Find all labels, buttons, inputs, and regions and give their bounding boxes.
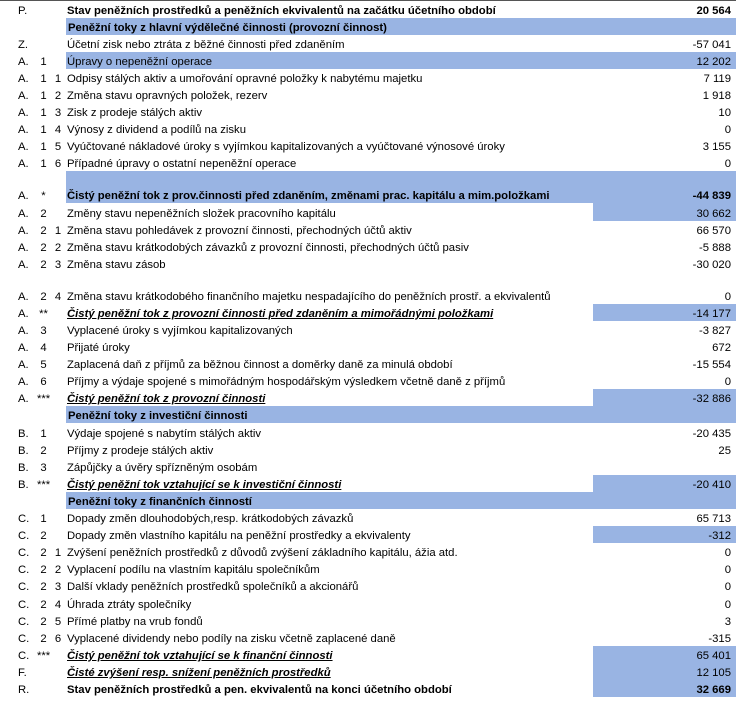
row-code-cell: B. (18, 461, 29, 474)
row-code-cell: B. (18, 478, 29, 491)
row-value-cell: -20 435 (692, 427, 731, 440)
row-value-cell: 20 564 (593, 1, 736, 18)
row-item-cell: 2 (54, 564, 62, 577)
row-item-cell: 4 (54, 290, 62, 303)
row-code-cell: A. (18, 393, 29, 406)
table-row (0, 389, 736, 406)
row-value-cell: -44 839 (593, 171, 736, 203)
row-description-cell: Čistý peněžní tok z provozní činnosti (67, 393, 266, 406)
table-row (0, 238, 736, 255)
row-description-cell: Peněžní toky z investiční činnosti (66, 406, 593, 423)
row-description-cell: Zápůjčky a úvěry spřízněným osobám (67, 461, 258, 474)
row-item-cell (50, 458, 66, 475)
row-value-cell: 1 918 (702, 90, 731, 103)
row-value-cell: 0 (724, 564, 731, 577)
row-description-cell: Změny stavu nepeněžních složek pracovního kapitálu (67, 207, 336, 220)
row-value-cell: 0 (724, 290, 731, 303)
row-value-cell: 66 570 (696, 224, 731, 237)
row-description-cell: Účetní zisk nebo ztráta z běžné činnosti před zdaněním (67, 38, 345, 51)
row-description-cell: Změna stavu krátkodobých závazků z provozní činnosti, přechodných účtů pasiv (67, 241, 469, 254)
row-description-cell: Zvýšení peněžních prostředků z důvodů zvýšení základního kapitálu, ážia atd. (67, 547, 458, 560)
row-code-cell: C. (18, 513, 30, 526)
row-code-cell (0, 406, 37, 423)
row-subcode-cell: 2 (40, 290, 47, 303)
row-item-cell (50, 304, 66, 321)
table-row (0, 441, 736, 458)
row-subcode-cell: 2 (40, 632, 47, 645)
row-value-cell: 0 (724, 376, 731, 389)
row-item-cell: 4 (54, 124, 62, 137)
row-value-cell: 3 155 (702, 141, 731, 154)
table-row (0, 475, 736, 492)
table-row (0, 272, 736, 304)
row-code-cell: R. (18, 683, 30, 696)
table-row (0, 612, 736, 629)
row-item-cell (50, 18, 66, 35)
table-row (0, 338, 736, 355)
row-subcode-cell (37, 492, 50, 509)
row-item-cell (50, 441, 66, 458)
row-description-cell: Vyúčtované nákladové úroky s vyjímkou kapitalizovaných a vyúčtované výnosové úroky (67, 141, 505, 154)
row-description-cell: Vyplacené úroky s vyjímkou kapitalizovaných (67, 325, 293, 337)
table-row (0, 629, 736, 646)
row-item-cell: 2 (54, 90, 62, 103)
row-code-cell: C. (18, 649, 30, 662)
row-value-cell: -3 827 (698, 325, 731, 337)
row-code-cell: Z. (18, 38, 29, 51)
row-code-cell: A. (18, 141, 29, 154)
table-row (0, 69, 736, 86)
row-description-cell: Vyplacené dividendy nebo podíly na zisku včetně zaplacené daně (67, 632, 396, 645)
table-row (0, 52, 736, 69)
row-code-cell: A. (18, 307, 29, 320)
row-item-cell: 3 (54, 258, 62, 271)
row-description-cell: Změna stavu krátkodobého finančního majetku nespadajícího do peněžních prostř. a ekvivalentů (67, 290, 551, 303)
table-row (0, 423, 736, 440)
row-value-cell (593, 18, 736, 35)
row-description-cell: Stav peněžních prostředků a peněžních ekvivalentů na začátku účetního období (66, 1, 593, 18)
row-code-cell: A. (18, 90, 29, 103)
row-code-cell: A. (18, 190, 29, 203)
row-code-cell: A. (18, 224, 29, 237)
row-value-cell: 10 (718, 107, 731, 120)
row-description-cell: Úhrada ztráty společníky (67, 598, 192, 611)
row-subcode-cell: 1 (40, 107, 47, 120)
row-value-cell: -20 410 (593, 475, 736, 492)
table-row (0, 372, 736, 389)
row-value-cell: 3 (724, 615, 731, 628)
table-row (0, 577, 736, 594)
row-subcode-cell: 3 (40, 325, 47, 337)
row-code-cell (0, 492, 37, 509)
row-code-cell: C. (18, 615, 30, 628)
row-code-cell: C. (18, 564, 30, 577)
row-subcode-cell: 2 (40, 258, 47, 271)
row-item-cell: 1 (54, 547, 62, 560)
row-value-cell: 672 (712, 342, 731, 355)
row-item-cell: 2 (54, 241, 62, 254)
table-row (0, 594, 736, 611)
row-code-cell: C. (18, 530, 30, 543)
row-code-cell: A. (18, 207, 29, 220)
table-row (0, 321, 736, 338)
row-item-cell: 3 (54, 107, 62, 120)
table-row (0, 154, 736, 171)
row-subcode-cell: 4 (40, 342, 47, 355)
row-subcode-cell (37, 406, 50, 423)
row-value-cell: -32 886 (593, 389, 736, 406)
row-subcode-cell: 2 (40, 444, 47, 457)
row-subcode-cell: * (41, 190, 46, 203)
row-value-cell: 25 (718, 444, 731, 457)
row-value-cell: 0 (724, 598, 731, 611)
row-subcode-cell: 2 (40, 241, 47, 254)
row-description-cell: Čisté zvýšení resp. snížení peněžních prostředků (67, 666, 331, 679)
row-subcode-cell: 5 (40, 359, 47, 372)
row-code-cell: B. (18, 427, 29, 440)
row-code-cell: A. (18, 359, 29, 372)
row-subcode-cell: 2 (40, 598, 47, 611)
row-description-cell: Výdaje spojené s nabytím stálých aktiv (67, 427, 262, 440)
row-code-cell: F. (18, 666, 27, 679)
row-description-cell: Peněžní toky z finančních činností (66, 492, 593, 509)
row-subcode-cell: 1 (40, 158, 47, 171)
table-row (0, 203, 736, 220)
row-subcode-cell (37, 680, 50, 697)
table-row (0, 543, 736, 560)
row-item-cell (50, 663, 66, 680)
row-value-cell: 65 401 (593, 646, 736, 663)
row-code-cell: A. (18, 55, 29, 68)
row-description-cell: Změna stavu pohledávek z provozní činnosti, přechodných účtů aktiv (67, 224, 412, 237)
row-description-cell: Dopady změn vlastního kapitálu na peněžní prostředky a ekvivalenty (67, 530, 411, 543)
row-item-cell (50, 406, 66, 423)
row-subcode-cell: 2 (40, 207, 47, 220)
row-value-cell (593, 458, 736, 475)
row-item-cell (50, 646, 66, 663)
row-value-cell: -315 (708, 632, 731, 645)
row-subcode-cell: 3 (40, 461, 47, 474)
table-row (0, 458, 736, 475)
section-header-row (0, 18, 736, 35)
table-row (0, 120, 736, 137)
table-row (0, 355, 736, 372)
row-item-cell (50, 203, 66, 220)
row-code-cell: A. (18, 258, 29, 271)
row-item-cell (50, 35, 66, 52)
row-value-cell: 0 (724, 158, 731, 171)
row-description-cell: Stav peněžních prostředků a pen. ekvivalentů na konci účetního období (67, 683, 452, 696)
row-subcode-cell (37, 35, 50, 52)
row-item-cell: 5 (54, 615, 62, 628)
row-value-cell: 12 202 (593, 52, 736, 69)
row-item-cell (50, 338, 66, 355)
row-description-cell: Výnosy z dividend a podílů na zisku (67, 124, 246, 137)
table-row (0, 509, 736, 526)
row-item-cell (50, 509, 66, 526)
row-item-cell: 5 (54, 141, 62, 154)
row-code-cell: P. (0, 1, 37, 18)
row-description-cell: Další vklady peněžních prostředků společníků a akcionářů (67, 581, 359, 594)
row-description-cell: Případné úpravy o ostatní nepeněžní operace (67, 158, 297, 171)
row-description-cell: Příjmy a výdaje spojené s mimořádným hospodářským výsledkem včetně daně z příjmů (67, 376, 506, 389)
row-item-cell (50, 52, 66, 69)
table-row (0, 1, 736, 18)
row-subcode-cell: 1 (40, 72, 47, 85)
row-value-cell: 7 119 (703, 72, 731, 85)
row-subcode-cell: *** (37, 393, 50, 406)
row-code-cell: C. (18, 598, 30, 611)
row-subcode-cell: 1 (40, 513, 47, 526)
row-value-cell: 0 (724, 124, 731, 137)
table-row (0, 171, 736, 203)
row-code-cell (0, 18, 37, 35)
row-item-cell (50, 355, 66, 372)
row-value-cell: -57 041 (692, 38, 731, 51)
table-row (0, 86, 736, 103)
row-subcode-cell (37, 663, 50, 680)
table-row (0, 103, 736, 120)
row-item-cell (50, 321, 66, 338)
table-row (0, 137, 736, 154)
table-row (0, 35, 736, 52)
row-value-cell (593, 406, 736, 423)
row-item-cell: 1 (54, 224, 62, 237)
row-code-cell: A. (18, 290, 29, 303)
row-description-cell: Čistý peněžní tok vztahující se k finanční činnosti (67, 649, 333, 662)
row-item-cell: 3 (54, 581, 62, 594)
row-description-cell: Vyplacení podílu na vlastním kapitálu společníkům (67, 564, 320, 577)
row-subcode-cell: *** (37, 478, 50, 491)
row-value-cell: -5 888 (698, 241, 731, 254)
row-item-cell: 4 (54, 598, 62, 611)
row-value-cell: 65 713 (696, 513, 731, 526)
row-subcode-cell (37, 1, 50, 18)
table-row (0, 680, 736, 697)
row-item-cell (50, 423, 66, 440)
row-description-cell: Úpravy o nepeněžní operace (66, 52, 593, 69)
row-item-cell (50, 492, 66, 509)
table-row (0, 646, 736, 663)
row-subcode-cell: 1 (40, 55, 47, 68)
row-value-cell: -15 554 (692, 359, 731, 372)
table-row (0, 221, 736, 238)
row-value-cell (593, 492, 736, 509)
row-subcode-cell: 2 (40, 581, 47, 594)
table-row (0, 526, 736, 543)
table-row (0, 663, 736, 680)
row-subcode-cell: *** (37, 649, 50, 662)
table-row (0, 560, 736, 577)
row-subcode-cell: 1 (40, 90, 47, 103)
row-description-cell: Příjmy z prodeje stálých aktiv (67, 444, 214, 457)
row-code-cell: A. (18, 124, 29, 137)
row-description-cell: Přijaté úroky (67, 342, 130, 355)
row-item-cell (50, 526, 66, 543)
row-subcode-cell: 2 (40, 224, 47, 237)
row-code-cell: A. (18, 107, 29, 120)
row-item-cell: 1 (54, 72, 62, 85)
row-value-cell: 12 105 (593, 663, 736, 680)
row-subcode-cell: 2 (40, 547, 47, 560)
table-row (0, 255, 736, 272)
row-item-cell (50, 475, 66, 492)
row-description-cell: Změna stavu zásob (67, 258, 166, 271)
row-code-cell: B. (18, 444, 29, 457)
row-code-cell: A. (18, 376, 29, 389)
row-value-cell: -312 (593, 526, 736, 543)
row-item-cell (50, 1, 66, 18)
row-subcode-cell: ** (39, 307, 48, 320)
row-code-cell: A. (18, 342, 29, 355)
section-header-row (0, 406, 736, 423)
row-item-cell: 6 (54, 632, 62, 645)
row-subcode-cell: 2 (40, 615, 47, 628)
row-value-cell: 32 669 (593, 680, 736, 697)
row-description-cell: Čistý peněžní tok z provozní činnosti před zdaněním a mimořádnými položkami (67, 307, 494, 320)
row-subcode-cell: 1 (40, 141, 47, 154)
row-code-cell: A. (18, 158, 29, 171)
row-code-cell: A. (18, 325, 29, 337)
row-subcode-cell: 1 (40, 427, 47, 440)
row-value-cell: -14 177 (593, 304, 736, 321)
row-item-cell (50, 680, 66, 697)
row-item-cell (50, 171, 66, 203)
row-description-cell: Čistý peněžní tok vztahující se k investiční činnosti (67, 478, 342, 491)
row-code-cell: C. (18, 547, 30, 560)
row-description-cell: Odpisy stálých aktiv a umořování opravné položky k nabytému majetku (67, 72, 423, 85)
row-subcode-cell (37, 18, 50, 35)
row-description-cell: Přímé platby na vrub fondů (67, 615, 203, 628)
row-subcode-cell: 2 (40, 530, 47, 543)
row-code-cell: A. (18, 72, 29, 85)
row-code-cell: A. (18, 241, 29, 254)
row-description-cell: Zisk z prodeje stálých aktiv (67, 107, 202, 120)
row-subcode-cell: 1 (40, 124, 47, 137)
row-description-cell: Peněžní toky z hlavní výdělečné činnosti (provozní činnost) (66, 18, 593, 35)
row-item-cell: 6 (54, 158, 62, 171)
row-code-cell: C. (18, 581, 30, 594)
row-value-cell: 30 662 (593, 203, 736, 220)
row-code-cell: C. (18, 632, 30, 645)
section-header-row (0, 492, 736, 509)
row-subcode-cell: 2 (40, 564, 47, 577)
row-value-cell: -30 020 (692, 258, 731, 271)
row-description-cell: Čistý peněžní tok z prov.činnosti před zdaněním, změnami prac. kapitálu a mim.položkami (66, 171, 593, 203)
row-value-cell: 0 (724, 581, 731, 594)
row-item-cell (50, 389, 66, 406)
row-value-cell: 0 (724, 547, 731, 560)
row-description-cell: Dopady změn dlouhodobých,resp. krátkodobých závazků (67, 513, 354, 526)
row-description-cell: Zaplacená daň z příjmů za běžnou činnost a doměrky daně za minulá období (67, 359, 453, 372)
row-item-cell (50, 372, 66, 389)
table-row (0, 304, 736, 321)
row-description-cell: Změna stavu opravných položek, rezerv (67, 90, 268, 103)
row-subcode-cell: 6 (40, 376, 47, 389)
